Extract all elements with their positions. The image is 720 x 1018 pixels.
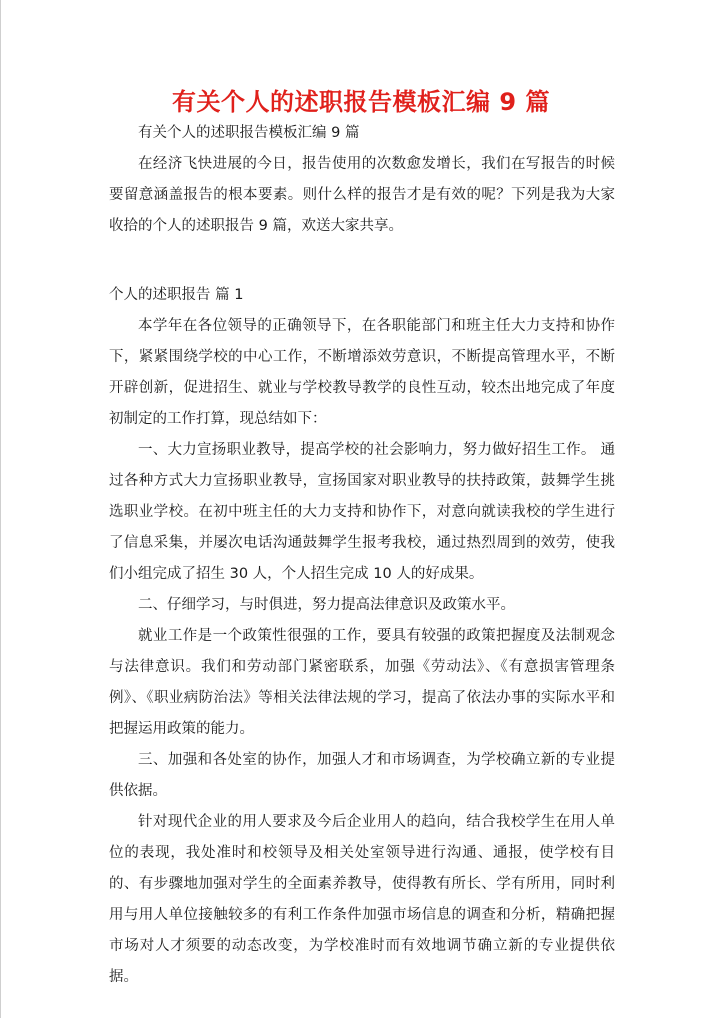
intro-paragraph: 在经济飞快进展的今日，报告使用的次数愈发增长，我们在写报告的时候要留意涵盖报告的根本要素。则什么样的报告才是有效的呢？下列是我为大家收拾的个人的述职报告 9 篇，欢送大家共享。 (109, 156, 615, 234)
body-paragraph-3: 二、仔细学习，与时俱进，努力提高法律意识及政策水平。 (138, 597, 515, 613)
body-paragraph-4: 就业工作是一个政策性很强的工作，要具有较强的政策把握度及法制观念与法律意识。我们和劳动部门紧密联系，加强《劳动法》、《有意损害管理条例》、《职业病防治法》等相关法律法规的学习，提高了依法办事的实际水平和把握运用政策的能力。 (109, 628, 615, 737)
body-paragraph-1: 本学年在各位领导的正确领导下，在各职能部门和班主任大力支持和协作下，紧紧围绕学校的中心工作，不断增添效劳意识，不断提高管理水平，不断开辟创新，促进招生、就业与学校教导教学的良性互动，较杰出地完成了年度初制定的工作打算，现总结如下： (109, 318, 615, 427)
paragraph-gap (109, 242, 615, 280)
document-title: 有关个人的述职报告模板汇编 9 篇 (172, 88, 550, 116)
body-paragraph-2: 一、大力宣扬职业教导，提高学校的社会影响力，努力做好招生工作。 通过各种方式大力宣扬职业教导，宣扬国家对职业教导的扶持政策，鼓舞学生挑选职业学校。在初中班主任的大力支持和协作下，对意向就读我校的学生进行了信息采集，并屡次电话沟通鼓舞学生报考我校，通过热烈周到的效劳，使我们小组完成了招生 30 人，个人招生完成 10 人的好成果。 (109, 442, 615, 582)
body-paragraph-6: 针对现代企业的用人要求及今后企业用人的趋向，结合我校学生在用人单位的表现，我处准时和校领导及相关处室领导进行沟通、通报，使学校有目的、有步骤地加强对学生的全面素养教导，使得教有所长、学有所用，同时利用与用人单位接触较多的有利工作条件加强市场信息的调查和分析，精确把握市场对人才须要的动态改变，为学校准时而有效地调节确立新的专业提供依据。 (109, 814, 615, 985)
document-body (109, 118, 615, 993)
body-paragraph-5: 三、加强和各处室的协作，加强人才和市场调查，为学校确立新的专业提供依据。 (109, 752, 615, 799)
document-subtitle: 有关个人的述职报告模板汇编 9 篇 (138, 125, 360, 141)
section-heading: 个人的述职报告 篇 1 (109, 287, 244, 303)
